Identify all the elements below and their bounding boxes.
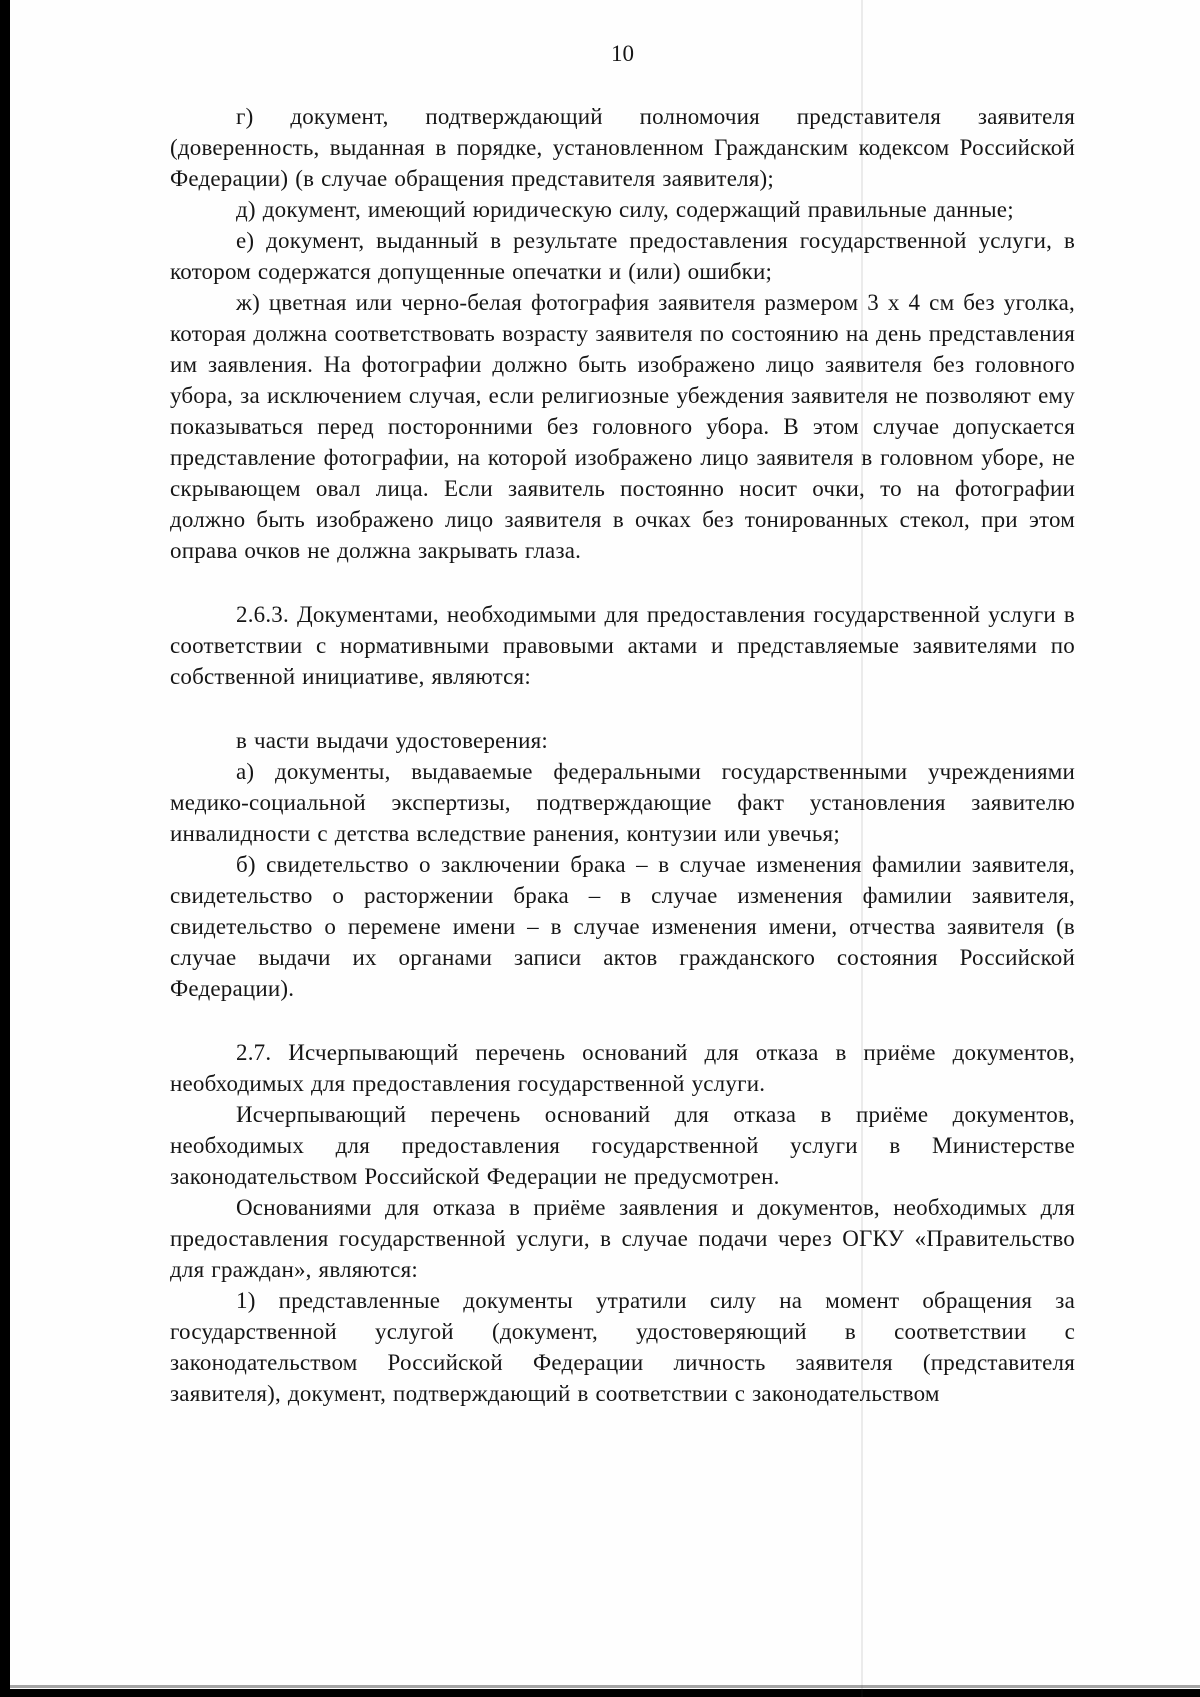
page-number: 10	[611, 41, 634, 66]
paragraph: б) свидетельство о заключении брака – в случае изменения фамилии заявителя, свидетельство о расторжении брака – в случае изменения фамилии заявителя, свидетельство о перемене имени – в случае изменения имени, отчества заявителя (в случае выдачи их органами записи актов гражданского состояния Российской Федерации).	[170, 852, 1075, 1001]
page-content	[170, 38, 1075, 1409]
paragraph: в части выдачи удостоверения:	[236, 728, 548, 753]
paragraph: г) документ, подтверждающий полномочия представителя заявителя (доверенность, выданная в порядке, установленном Гражданским кодексом Российской Федерации) (в случае обращения представителя заявителя);	[170, 104, 1075, 191]
paragraph: 2.6.3. Документами, необходимыми для предоставления государственной услуги в соответствии с нормативными правовыми актами и представляемые заявителями по собственной инициативе, являются:	[170, 602, 1075, 689]
paragraph: 1) представленные документы утратили силу на момент обращения за государственной услугой (документ, удостоверяющий в соответствии с законодательством Российской Федерации личность заявителя (представителя заявителя), документ, подтверждающий в соответствии с законодательством	[170, 1288, 1075, 1406]
paragraph: а) документы, выдаваемые федеральными государственными учреждениями медико-социальной экспертизы, подтверждающие факт установления заявителю инвалидности с детства вследствие ранения, контузии или увечья;	[170, 759, 1075, 846]
scan-border-bottom	[0, 1689, 1200, 1697]
paragraph: д) документ, имеющий юридическую силу, содержащий правильные данные;	[236, 197, 1014, 222]
paragraph: Исчерпывающий перечень оснований для отказа в приёме документов, необходимых для предоставления государственной услуги в Министерстве законодательством Российской Федерации не предусмотрен.	[170, 1102, 1075, 1189]
paragraph: Основаниями для отказа в приёме заявления и документов, необходимых для предоставления государственной услуги, в случае подачи через ОГКУ «Правительство для граждан», являются:	[170, 1195, 1075, 1282]
scan-border-left	[0, 0, 10, 1697]
paragraph: ж) цветная или черно-белая фотография заявителя размером 3 х 4 см без уголка, которая должна соответствовать возрасту заявителя по состоянию на день представления им заявления. На фотографии должно быть изображено лицо заявителя без головного убора, за исключением случая, если религиозные убеждения заявителя не позволяют ему показываться перед посторонними без головного убора. В этом случае допускается представление фотографии, на которой изображено лицо заявителя в головном уборе, не скрывающем овал лица. Если заявитель постоянно носит очки, то на фотографии должно быть изображено лицо заявителя в очках без тонированных стекол, при этом оправа очков не должна закрывать глаза.	[170, 290, 1075, 563]
document-body	[170, 101, 1075, 1409]
paragraph: е) документ, выданный в результате предоставления государственной услуги, в котором содержатся допущенные опечатки и (или) ошибки;	[170, 228, 1075, 284]
paragraph: 2.7. Исчерпывающий перечень оснований для отказа в приёме документов, необходимых для предоставления государственной услуги.	[170, 1040, 1075, 1096]
